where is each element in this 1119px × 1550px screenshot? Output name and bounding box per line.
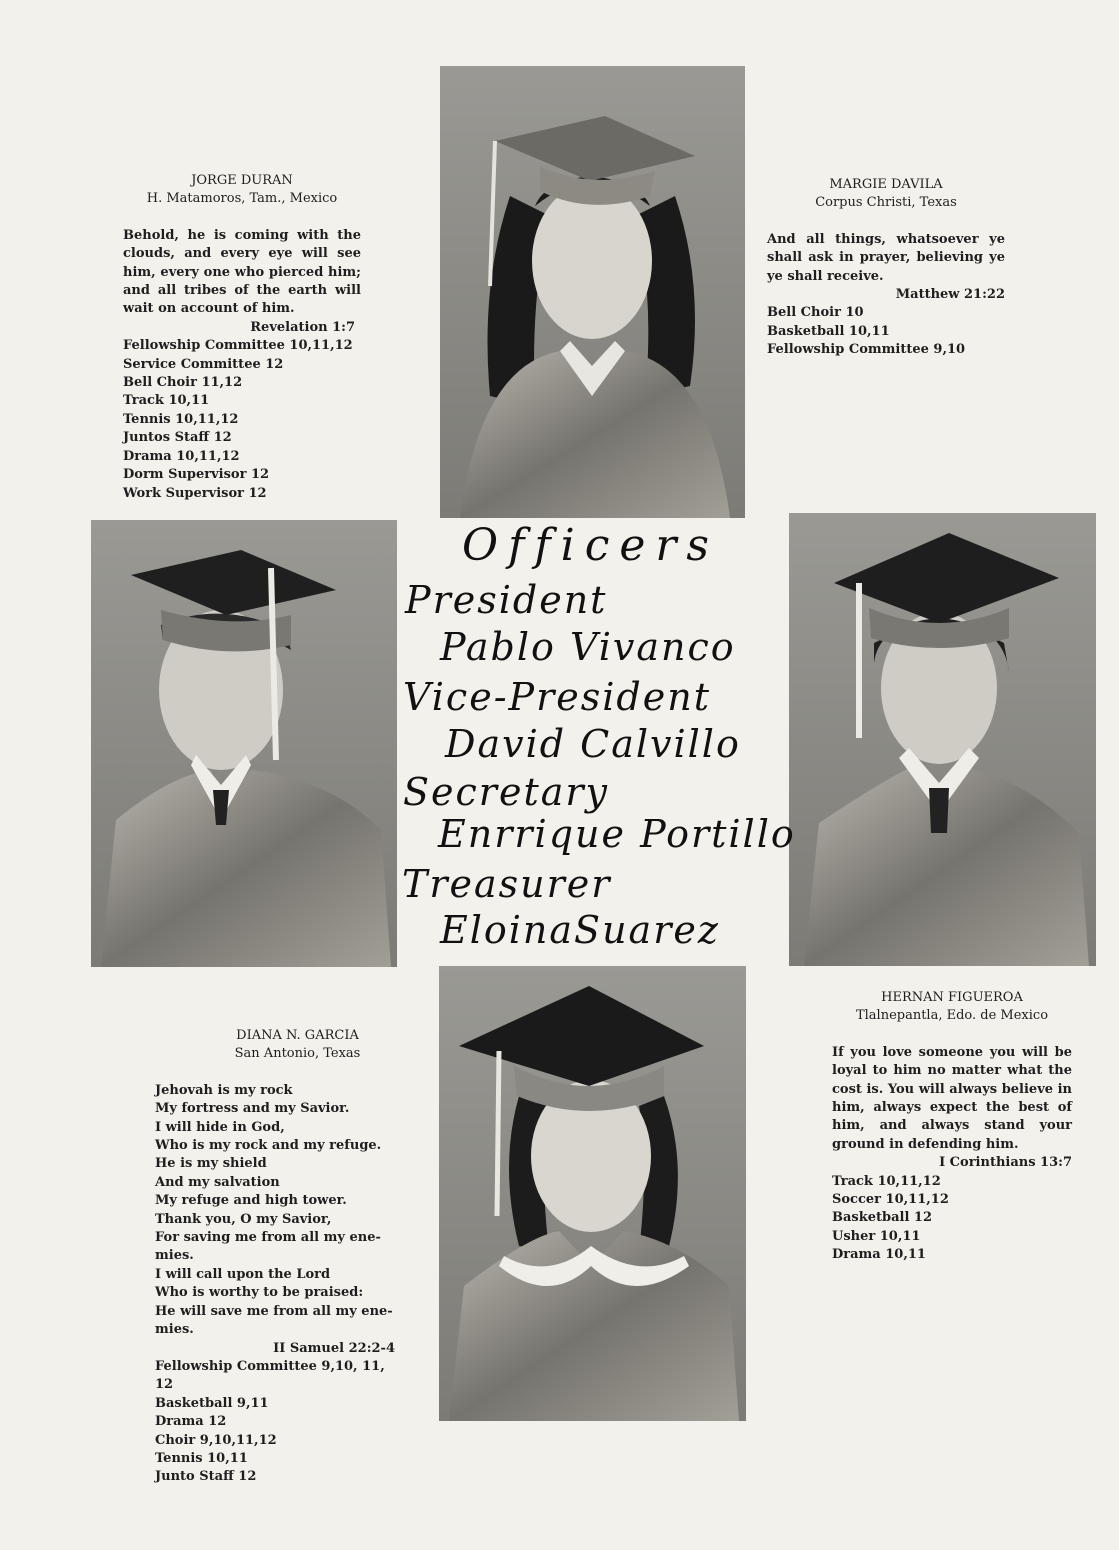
senior-quote: Behold, he is coming with the clouds, and every eye will see him, every one who pierced him; and all tribes of the earth will wait on account of him. <box>123 227 361 317</box>
activity-item: Tennis 10,11 <box>155 1450 248 1466</box>
senior-name: JORGE DURAN <box>191 173 293 188</box>
activity-item: Service Committee 12 <box>123 356 284 372</box>
verse-line: He is my shield <box>155 1156 267 1172</box>
senior-citation: Revelation 1:7 <box>250 319 355 335</box>
activity-list <box>767 304 1005 359</box>
verse-line: Who is worthy to be praised: <box>155 1285 364 1301</box>
portrait-pablo-vivanco <box>91 520 397 967</box>
activity-item: Basketball 9,11 <box>155 1395 269 1411</box>
portrait-enrrique-portillo <box>789 513 1096 966</box>
senior-bio-diana-garcia <box>155 1027 400 1487</box>
secretary-name: Enrrique Portillo <box>438 812 796 856</box>
activity-item: Bell Choir 11,12 <box>123 375 243 391</box>
senior-hometown: Corpus Christi, Texas <box>815 195 957 211</box>
senior-hometown: H. Matamoros, Tam., Mexico <box>146 191 338 207</box>
senior-name: HERNAN FIGUEROA <box>881 990 1023 1005</box>
senior-bio-margie-davila <box>767 176 1005 360</box>
activity-item: Fellowship Committee 9,10, 11, <box>155 1358 385 1374</box>
president-title: President <box>405 578 608 622</box>
activity-item: Drama 10,11 <box>832 1247 926 1263</box>
verse-line: Thank you, O my Savior, <box>155 1211 332 1227</box>
vice-president-title: Vice-President <box>403 675 711 719</box>
activity-item: Work Supervisor 12 <box>123 485 267 501</box>
treasurer-title: Treasurer <box>402 862 612 906</box>
verse-line: My refuge and high tower. <box>155 1193 347 1209</box>
activity-item: Tennis 10,11,12 <box>123 411 239 427</box>
portrait-margie-davila <box>440 66 745 518</box>
treasurer-name: EloinaSuarez <box>440 908 720 952</box>
activity-item: Bell Choir 10 <box>767 305 864 321</box>
activity-item: Fellowship Committee 9,10 <box>767 342 966 358</box>
portrait-eloina-suarez <box>439 966 746 1421</box>
activity-item: Junto Staff 12 <box>155 1469 257 1485</box>
activity-item: Dorm Supervisor 12 <box>123 467 270 483</box>
senior-bio-hernan-figueroa <box>832 989 1072 1265</box>
activity-item: Fellowship Committee 10,11,12 <box>123 338 353 354</box>
activity-item: Track 10,11 <box>123 393 210 409</box>
verse-line: mies. <box>155 1322 194 1338</box>
activity-item: Soccer 10,11,12 <box>832 1192 949 1208</box>
activity-item: Basketball 12 <box>832 1210 933 1226</box>
senior-name: MARGIE DAVILA <box>829 177 943 192</box>
verse-line: My fortress and my Savior. <box>155 1101 350 1117</box>
activity-item: Usher 10,11 <box>832 1228 921 1244</box>
senior-bio-jorge-duran <box>123 172 361 503</box>
verse-line: I will call upon the Lord <box>155 1266 331 1282</box>
officers-heading: Officers <box>462 520 720 571</box>
verse-line: And my salvation <box>155 1174 280 1190</box>
senior-hometown: San Antonio, Texas <box>234 1046 361 1062</box>
activity-item: Drama 12 <box>155 1414 227 1430</box>
activity-item: Basketball 10,11 <box>767 323 890 339</box>
activity-item: Drama 10,11,12 <box>123 448 240 464</box>
senior-citation: I Corinthians 13:7 <box>939 1155 1072 1171</box>
president-name: Pablo Vivanco <box>440 625 736 669</box>
activity-list <box>123 337 361 503</box>
senior-quote: If you love someone you will be loyal to him no matter what the cost is. You will always believe in him, always expect the best of him, and always stand your ground in defending him. <box>832 1044 1072 1152</box>
verse-line: I will hide in God, <box>155 1119 285 1135</box>
verse-line: Jehovah is my rock <box>155 1082 293 1098</box>
verse-line: mies. <box>155 1248 194 1264</box>
activity-item: 12 <box>155 1377 174 1393</box>
senior-hometown: Tlalnepantla, Edo. de Mexico <box>855 1008 1049 1024</box>
activity-item: Juntos Staff 12 <box>123 430 232 446</box>
activity-list <box>155 1358 400 1487</box>
activity-item: Track 10,11,12 <box>832 1173 941 1189</box>
senior-quote: And all things, whatsoever ye shall ask in prayer, believing ye ye shall receive. <box>767 231 1005 284</box>
activity-item: Choir 9,10,11,12 <box>155 1432 277 1448</box>
activity-list <box>832 1173 1072 1265</box>
senior-citation: II Samuel 22:2-4 <box>273 1340 395 1356</box>
vice-president-name: David Calvillo <box>445 722 741 766</box>
verse-line: For saving me from all my ene- <box>155 1230 381 1246</box>
senior-citation: Matthew 21:22 <box>895 287 1005 303</box>
verse-line: Who is my rock and my refuge. <box>155 1138 382 1154</box>
senior-name: DIANA N. GARCIA <box>236 1028 359 1043</box>
senior-verse <box>155 1082 400 1340</box>
secretary-title: Secretary <box>403 770 610 814</box>
verse-line: He will save me from all my ene- <box>155 1303 393 1319</box>
